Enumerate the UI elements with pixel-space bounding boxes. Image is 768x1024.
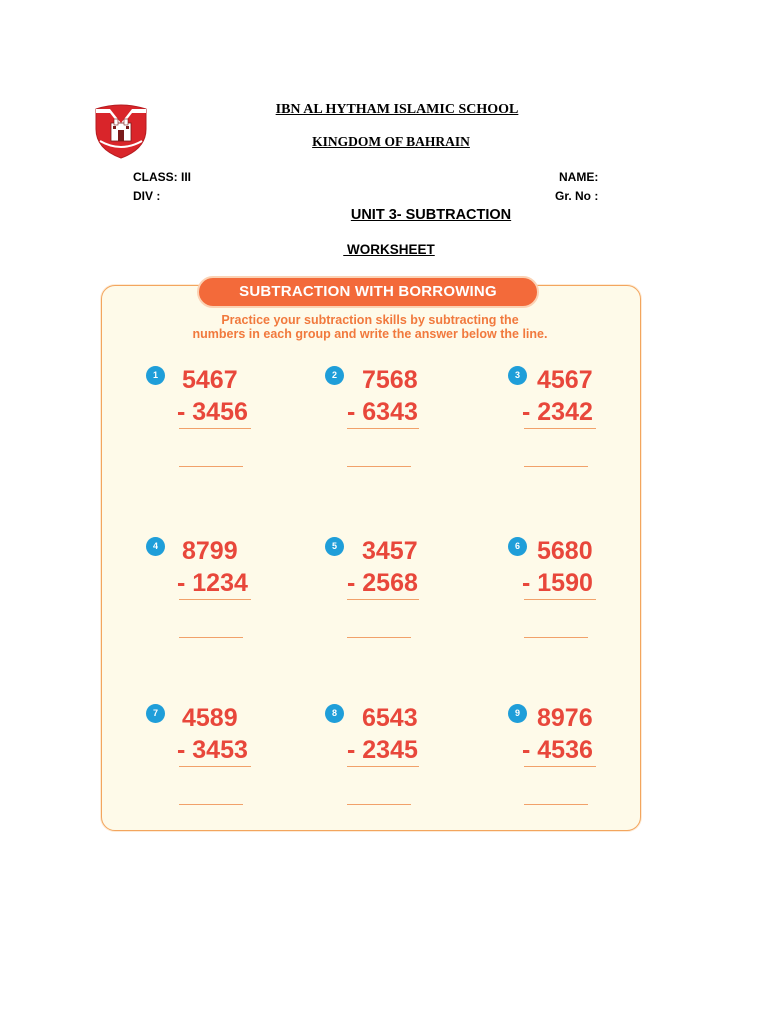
problem-underline	[347, 428, 419, 429]
problem-number-badge: 4	[146, 537, 165, 556]
minuend: 4567	[537, 366, 593, 394]
answer-line[interactable]	[524, 466, 588, 467]
problem-underline	[524, 599, 596, 600]
problem-number-badge: 1	[146, 366, 165, 385]
problem-7	[146, 704, 306, 844]
problem-number-badge: 3	[508, 366, 527, 385]
minuend: 5467	[182, 366, 238, 394]
subtrahend: - 2568	[347, 569, 418, 597]
problem-9	[508, 704, 668, 844]
gr-no-label: Gr. No :	[555, 189, 599, 203]
problem-underline	[524, 766, 596, 767]
subtrahend: - 1590	[522, 569, 593, 597]
problem-number-badge: 5	[325, 537, 344, 556]
problem-1	[146, 366, 306, 506]
school-name: IBN AL HYTHAM ISLAMIC SCHOOL	[275, 102, 519, 117]
answer-line[interactable]	[179, 466, 243, 467]
answer-line[interactable]	[347, 637, 411, 638]
div-label: DIV :	[133, 189, 161, 203]
subtrahend: - 1234	[177, 569, 248, 597]
minuend: 7568	[362, 366, 418, 394]
problem-number-badge: 2	[325, 366, 344, 385]
subtrahend: - 2345	[347, 736, 418, 764]
problem-3	[508, 366, 668, 506]
kingdom-name: KINGDOM OF BAHRAIN	[312, 134, 470, 149]
answer-line[interactable]	[179, 804, 243, 805]
answer-line[interactable]	[347, 804, 411, 805]
subtrahend: - 3456	[177, 398, 248, 426]
problem-4	[146, 537, 306, 677]
class-label: CLASS: III	[133, 170, 192, 184]
name-label: NAME:	[559, 170, 599, 184]
problem-number-badge: 7	[146, 704, 165, 723]
problem-2	[325, 366, 485, 506]
problem-number-badge: 9	[508, 704, 527, 723]
answer-line[interactable]	[179, 637, 243, 638]
subtrahend: - 6343	[347, 398, 418, 426]
worksheet-title: WORKSHEET	[343, 242, 435, 257]
minuend: 3457	[362, 537, 418, 565]
instructions	[140, 313, 600, 341]
problem-underline	[179, 766, 251, 767]
minuend: 5680	[537, 537, 593, 565]
answer-line[interactable]	[524, 804, 588, 805]
unit-title: UNIT 3- SUBTRACTION	[350, 207, 512, 223]
problem-8	[325, 704, 485, 844]
minuend: 6543	[362, 704, 418, 732]
problem-underline	[179, 428, 251, 429]
problem-underline	[524, 428, 596, 429]
minuend: 8976	[537, 704, 593, 732]
problem-number-badge: 6	[508, 537, 527, 556]
problem-5	[325, 537, 485, 677]
minuend: 4589	[182, 704, 238, 732]
problem-underline	[347, 599, 419, 600]
problem-underline	[347, 766, 419, 767]
minuend: 8799	[182, 537, 238, 565]
subtrahend: - 4536	[522, 736, 593, 764]
subtrahend: - 2342	[522, 398, 593, 426]
answer-line[interactable]	[524, 637, 588, 638]
problem-6	[508, 537, 668, 677]
subtrahend: - 3453	[177, 736, 248, 764]
instructions-line-1: Practice your subtraction skills by subtracting the	[221, 313, 519, 327]
problem-underline	[179, 599, 251, 600]
problem-number-badge: 8	[325, 704, 344, 723]
worksheet-banner: SUBTRACTION WITH BORROWING	[197, 276, 539, 308]
answer-line[interactable]	[347, 466, 411, 467]
instructions-line-2: numbers in each group and write the answer below the line.	[192, 327, 548, 341]
